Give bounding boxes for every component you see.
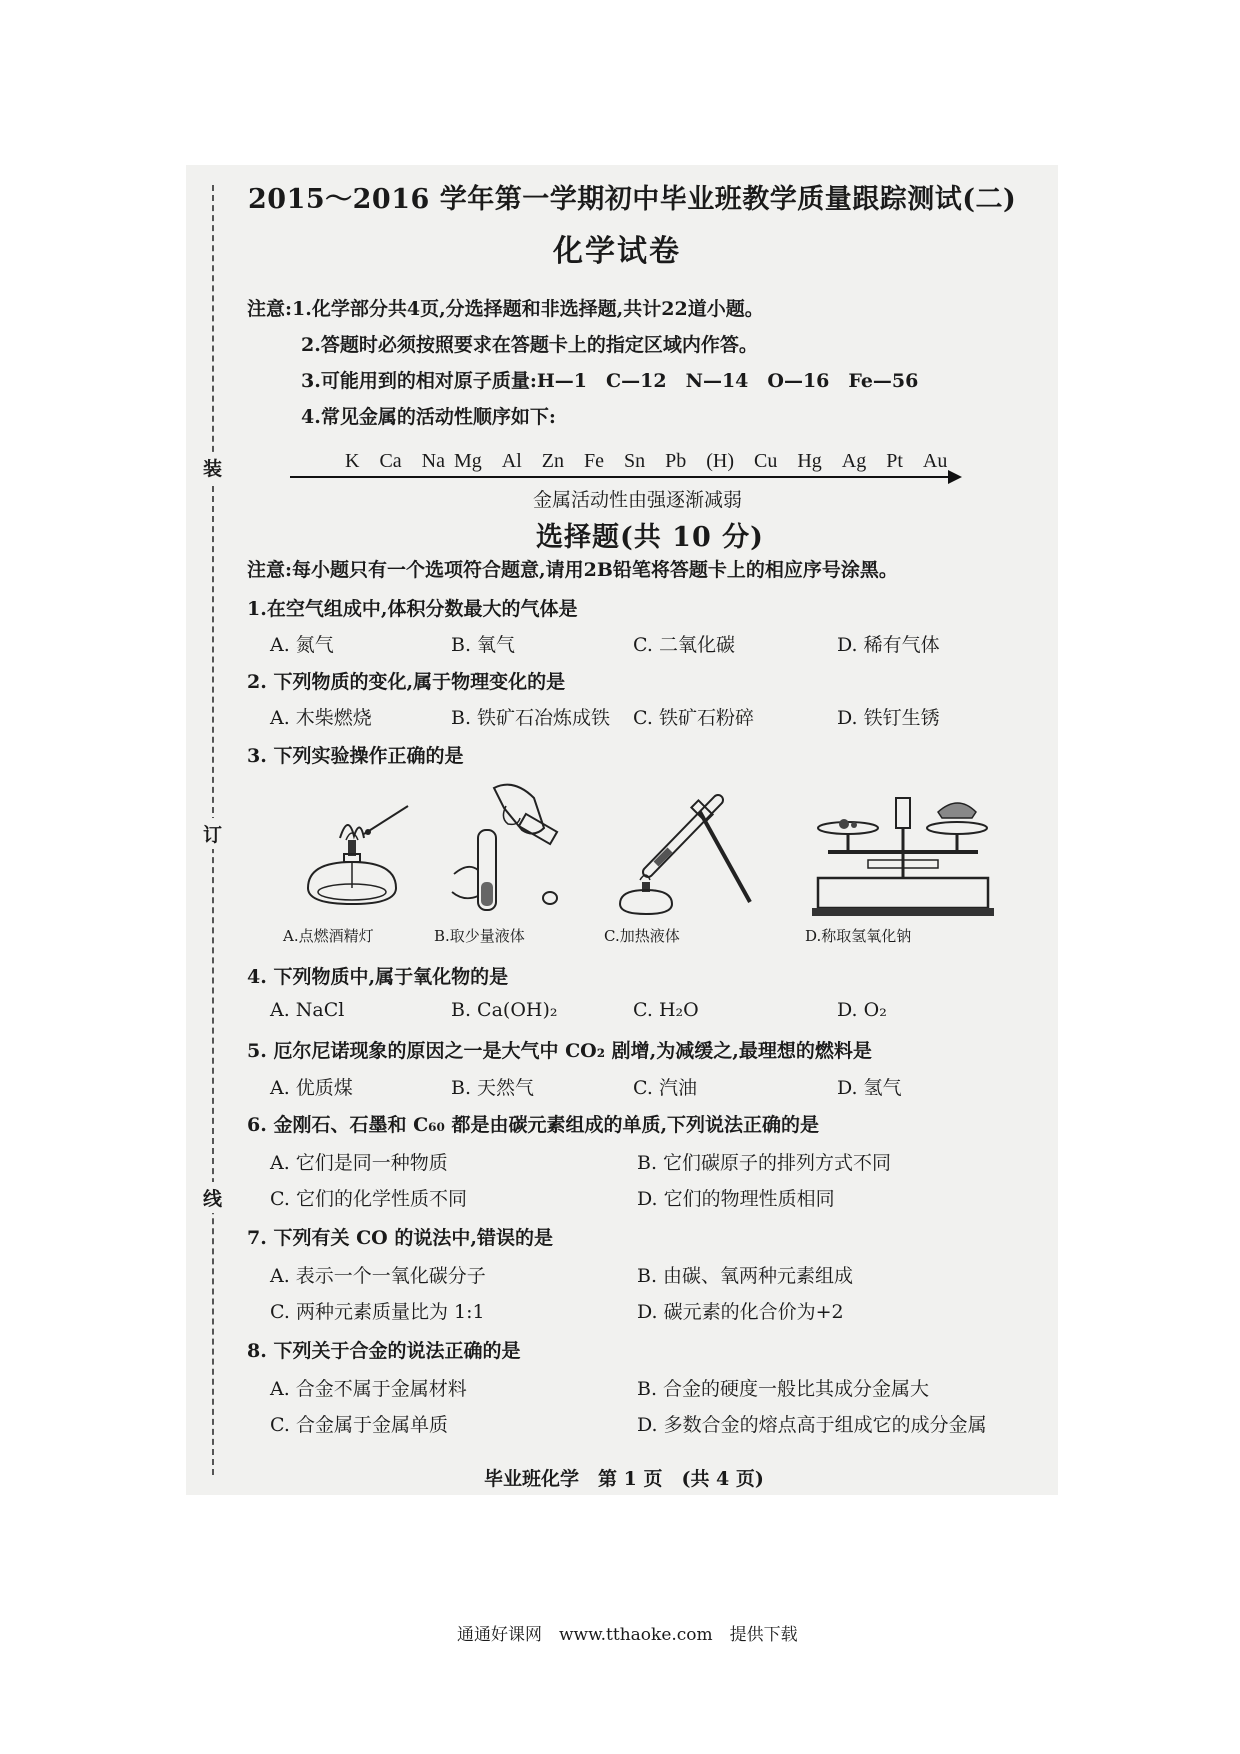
q4-option-d: D. O₂ [837, 999, 887, 1021]
q4-option-a: A. NaCl [270, 999, 345, 1021]
q3-figure-label-a: A.点燃酒精灯 [283, 927, 374, 945]
q3-figure-label-d: D.称取氢氧化钠 [805, 927, 912, 945]
question-8-stem: 8. 下列关于合金的说法正确的是 [247, 1340, 521, 1362]
question-7-stem: 7. 下列有关 CO 的说法中,错误的是 [247, 1227, 553, 1249]
q6-option-d: D. 它们的物理性质相同 [637, 1188, 835, 1210]
q5-option-d: D. 氢气 [837, 1077, 902, 1099]
q7-option-b: B. 由碳、氧两种元素组成 [637, 1265, 854, 1287]
q7-option-c: C. 两种元素质量比为 1:1 [270, 1301, 485, 1323]
balance-figure [808, 790, 998, 920]
note-item-4: 4.常见金属的活动性顺序如下: [301, 406, 556, 428]
alcohol-lamp-figure [288, 788, 418, 918]
q1-option-a: A. 氮气 [270, 634, 334, 656]
q3-figure-label-b: B.取少量液体 [434, 927, 525, 945]
activity-arrow [290, 476, 960, 478]
question-1-stem: 1.在空气组成中,体积分数最大的气体是 [247, 598, 578, 620]
section-instruction: 注意:每小题只有一个选项符合题意,请用2B铅笔将答题卡上的相应序号涂黑。 [247, 559, 898, 581]
q5-option-b: B. 天然气 [451, 1077, 535, 1099]
q8-option-c: C. 合金属于金属单质 [270, 1414, 448, 1436]
q6-option-b: B. 它们碳原子的排列方式不同 [637, 1152, 892, 1174]
note-item-2: 2.答题时必须按照要求在答题卡上的指定区域内作答。 [301, 334, 758, 356]
question-4-stem: 4. 下列物质中,属于氧化物的是 [247, 966, 509, 988]
binding-char-ding: 订 [203, 818, 222, 849]
question-6-stem: 6. 金刚石、石墨和 C₆₀ 都是由碳元素组成的单质,下列说法正确的是 [247, 1114, 820, 1136]
metal-activity-series: K Ca Na Mg Al Zn Fe Sn Pb (H) Cu Hg Ag Pt Au [345, 450, 948, 472]
q3-figure-label-c: C.加热液体 [604, 927, 680, 945]
binding-char-xian: 线 [203, 1182, 222, 1213]
q7-option-d: D. 碳元素的化合价为+2 [637, 1301, 844, 1323]
download-credit: 通通好课网 www.tthaoke.com 提供下载 [457, 1625, 798, 1645]
q8-option-a: A. 合金不属于金属材料 [270, 1378, 467, 1400]
question-2-stem: 2. 下列物质的变化,属于物理变化的是 [247, 671, 566, 693]
q2-option-b: B. 铁矿石冶炼成铁 [451, 707, 611, 729]
q4-option-b: B. Ca(OH)₂ [451, 999, 558, 1021]
q6-option-a: A. 它们是同一种物质 [270, 1152, 448, 1174]
question-3-stem: 3. 下列实验操作正确的是 [247, 745, 464, 767]
q8-option-d: D. 多数合金的熔点高于组成它的成分金属 [637, 1414, 987, 1436]
exam-title: 2015～2016 学年第一学期初中毕业班教学质量跟踪测试(二) [248, 184, 1017, 215]
question-5-stem: 5. 厄尔尼诺现象的原因之一是大气中 CO₂ 剧增,为减缓之,最理想的燃料是 [247, 1040, 872, 1062]
activity-caption: 金属活动性由强逐渐减弱 [533, 489, 743, 511]
section-title: 选择题(共 10 分) [536, 522, 764, 553]
notes-block [247, 294, 764, 321]
q4-option-c: C. H₂O [633, 999, 699, 1021]
q2-option-c: C. 铁矿石粉碎 [633, 707, 754, 729]
q7-option-a: A. 表示一个一氧化碳分子 [270, 1265, 486, 1287]
q1-option-b: B. 氧气 [451, 634, 516, 656]
q5-option-c: C. 汽油 [633, 1077, 697, 1099]
binding-char-zhuang: 装 [203, 452, 222, 483]
q1-option-d: D. 稀有气体 [837, 634, 940, 656]
note-item-1: 1.化学部分共4页,分选择题和非选择题,共计22道小题。 [292, 298, 764, 320]
q5-option-a: A. 优质煤 [270, 1077, 353, 1099]
q2-option-a: A. 木柴燃烧 [270, 707, 372, 729]
note-item-3: 3.可能用到的相对原子质量:H—1 C—12 N—14 O—16 Fe—56 [301, 370, 919, 392]
dropper-figure [434, 778, 574, 920]
q1-option-c: C. 二氧化碳 [633, 634, 735, 656]
q2-option-d: D. 铁钉生锈 [837, 707, 940, 729]
q8-option-b: B. 合金的硬度一般比其成分金属大 [637, 1378, 930, 1400]
exam-subtitle: 化学试卷 [553, 234, 681, 269]
page-footer: 毕业班化学 第 1 页 (共 4 页) [484, 1468, 764, 1490]
notes-lead: 注意: [247, 298, 293, 320]
q6-option-c: C. 它们的化学性质不同 [270, 1188, 467, 1210]
heating-liquid-figure [600, 792, 760, 920]
